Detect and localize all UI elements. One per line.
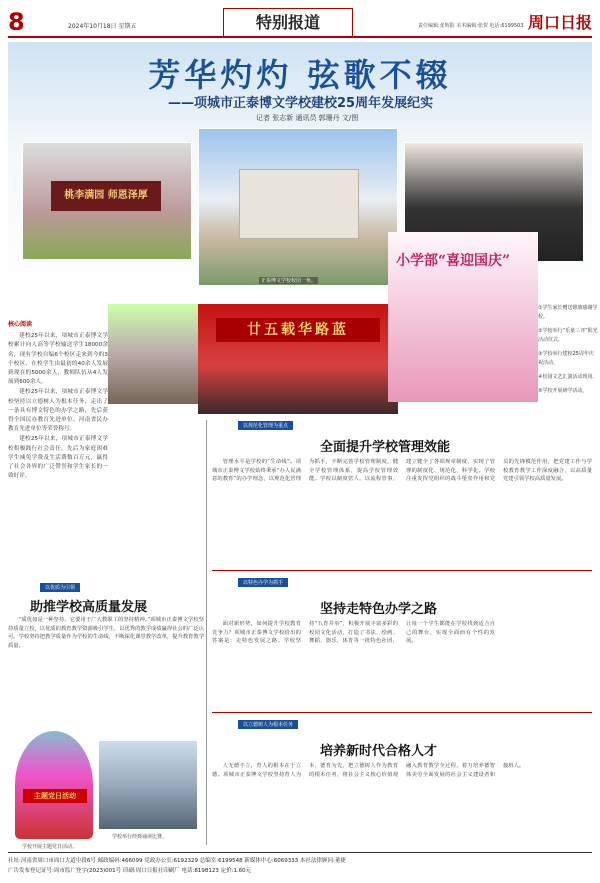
sidebar-paragraph: “质优如是一种坚持，它要用于广大教职工的坚持精神。”项城市正泰博文学校坚持质量立校，以优质的教育教学资源吸引学生，以优秀的教学成绩赢得社会的广泛认可。学校坚持把教学质量作为学校的生命线，不断深化课堂教学改革，提升教育教学质量。 [8, 617, 204, 649]
section-3-text [212, 762, 592, 779]
section-1-title: 全面提升学校管理效能 [320, 440, 451, 455]
section-3-tag: 以立德树人为根本任务 [238, 720, 298, 729]
page-header [8, 8, 592, 38]
core-reading-label: 核心阅读 [8, 321, 33, 328]
photo-anniversary-stage [198, 304, 398, 414]
section-3-title: 培养新时代合格人才 [320, 744, 438, 759]
core-paragraph-3: 建校25年以来，项城市正泰博文学校积极践行社会责任，先后为家庭困难学生减免学费及生活费数百万元，赢得了社会各界的广泛赞誉和学生家长的一致好评。 [8, 436, 108, 480]
sidebar-text [8, 616, 204, 650]
editor-credits: 责任编辑:张辉阳 美术编辑:张贺 电话:6199503 [418, 23, 524, 29]
feature-title: 芳华灼灼 弦歌不辍 [148, 56, 452, 94]
photo-reading-contest [98, 740, 198, 830]
caption-party-day: 学校开展主题党日活动。 [22, 844, 78, 850]
photo-captions [538, 304, 598, 401]
feature-byline: 记者 张志新 通讯员 郭珊丹 文/图 [256, 114, 359, 122]
sidebar-title: 助推学校高质量发展 [30, 600, 148, 615]
section-1-paragraph: 管理水平是学校的“生命线”。项城市正泰博文学校始终秉承“办人民满意的教育”的办学理念，以规范化管理为抓手，不断完善学校管理制度，健全学校管理体系，提高学校管理效能。学校以制度管人、以流程管事，建立健全了各项规章制度，实现了管理的制度化、规范化、科学化。学校注重发挥党组织的战斗堡垒作用和党员的先锋模范作用，把党建工作与学校教育教学工作深度融合，以高质量党建引领学校高质量发展。 [212, 459, 592, 483]
section-divider-2 [212, 712, 592, 713]
photo-sign-text: 桃李满园 师恩泽厚 [51, 181, 161, 211]
caption-reading-contest: 学校举行经典诵读比赛。 [112, 834, 168, 840]
section-2-tag: 以特色办学为抓手 [238, 578, 288, 587]
stage-backdrop-text: 小学部“喜迎国庆” [396, 253, 511, 269]
column-divider [206, 420, 207, 845]
photo-performance [388, 232, 538, 402]
caption-2: ②学校举行“乐童三评”阳光活动仪式。 [538, 328, 598, 343]
stage-banner-text: 廿五载华路蓝 [216, 318, 380, 342]
newspaper-logo: 周口日报 [527, 13, 592, 32]
page-footer [8, 852, 592, 876]
caption-5: ⑤学校开展研学活动。 [538, 388, 588, 394]
core-paragraph-1: 建校25年以来，项城市正泰博文学校累计向人高等学校输送学生18000余名，现有学校自编6个校区走来到今的3个校区，在校学生由最初的40余人发展到现在的5000余人，教师队伍从4人发展到600余人。 [8, 333, 108, 386]
footer-print-info: 广告发布登记证号:周市监广登字(2023)001号 印刷:周口日报社印刷厂 电话:8198123 定价:1.60元 [8, 868, 252, 874]
section-2-title: 坚持走特色办学之路 [320, 602, 438, 617]
core-reading [8, 320, 108, 482]
section-2-paragraph: 面对新形势，如何提升学校教育竞争力？项城市正泰博文学校给出的答案是：走特色发展之路。学校坚持“五育并举”，积极开展丰富多彩的校园文化活动，打造了书法、绘画、舞蹈、器乐、体育等一批特色社团，让每一个学生都能在学校找到适合自己的舞台，实现全面而有个性的发展。 [212, 621, 495, 645]
photo-campus-caption: 正泰博文学校校园一角。 [261, 278, 317, 284]
issue-date: 2024年10月18日 星期五 [68, 23, 137, 30]
section-title: 特别报道 [223, 8, 353, 36]
caption-1: ①学生家长赠送锦旗感谢学校。 [538, 305, 598, 320]
section-divider-1 [212, 570, 592, 571]
caption-3: ③学校举行建校25周年庆祝活动。 [538, 351, 594, 366]
footer-address: 社址:河南省周口市周口大道中段6号 邮政编码:466099 党政办公室:6192329 总编室:6199548 新媒体中心:6069333 本社法律顾问:董捷 [8, 858, 346, 864]
photo-campus [198, 128, 398, 286]
section-2-text [212, 620, 592, 646]
sidebar-tag: 以优质为引领 [40, 583, 80, 592]
caption-4: ④校园文艺汇演活动现场。 [538, 374, 598, 380]
feature-subtitle: ——项城市正泰博文学校建校25周年发展纪实 [168, 96, 434, 111]
core-paragraph-2: 建校25年以来，项城市正泰博文学校坚持以立德树人为根本任务，走出了一条具有博文特色的办学之路，先后获得全国民办教育先进单位、河南省民办教育先进单位等荣誉称号。 [8, 389, 108, 433]
section-3-paragraph: 人无德不立，育人的根本在于立德。项城市正泰博文学校坚持育人为本、德育为先，把立德树人作为教育的根本任务，将社会主义核心价值观融入教育教学全过程，着力培养德智体美劳全面发展的社会主义建设者和接班人。 [212, 763, 525, 778]
section-1-tag: 以规范化管理为重点 [238, 421, 293, 430]
page-number: 8 [8, 8, 25, 36]
photo-banner-ceremony [22, 142, 192, 260]
building-shape [239, 169, 359, 239]
section-1-text [212, 458, 592, 484]
photo-party-day [14, 730, 94, 840]
party-day-banner: 主题党日活动 [23, 789, 87, 803]
